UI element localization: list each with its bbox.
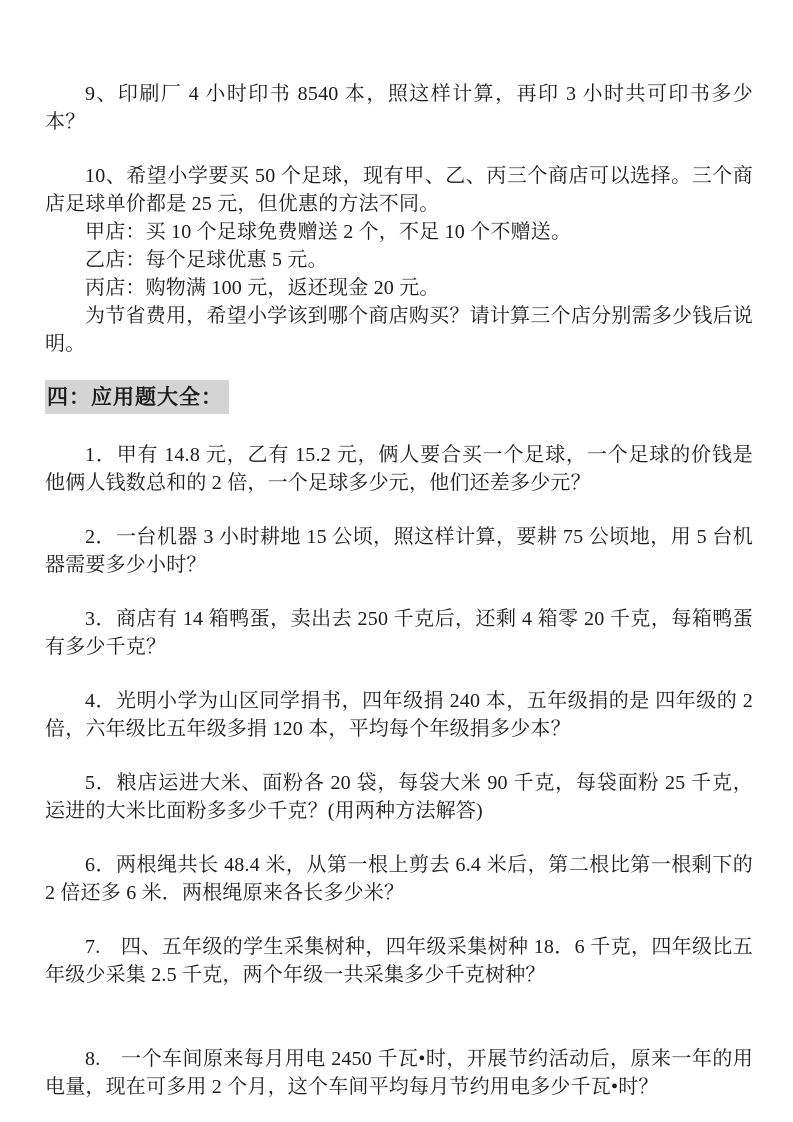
problem-10-question: 为节省费用，希望小学该到哪个商店购买？请计算三个店分别需多少钱后说明。	[45, 305, 753, 355]
applied-problem-8: 8. 一个车间原来每月用电 2450 千瓦•时，开展节约活动后，原来一年的用电量，现在可多用 2 个月，这个车间平均每月节约用电多少千瓦•时？	[45, 1048, 753, 1098]
problem-9-text: 9、印刷厂 4 小时印书 8540 本，照这样计算，再印 3 小时共可印书多少本？	[45, 83, 753, 133]
applied-problem-5: 5．粮店运进大米、面粉各 20 袋，每袋大米 90 千克，每袋面粉 25 千克，运进的大米比面粉多多少千克？(用两种方法解答)	[45, 772, 753, 822]
applied-problem-6: 6．两根绳共长 48.4 米，从第一根上剪去 6.4 米后，第二根比第一根剩下的 2 倍还多 6 米．两根绳原来各长多少米？	[45, 854, 753, 904]
shop-a-offer: 甲店：买 10 个足球免费赠送 2 个，不足 10 个不赠送。	[85, 221, 572, 243]
applied-problem-3: 3．商店有 14 箱鸭蛋，卖出去 250 千克后，还剩 4 箱零 20 千克，每箱鸭蛋有多少千克？	[45, 608, 753, 658]
section-4-header-label: 四：应用题大全：	[45, 380, 229, 414]
applied-problem-2: 2．一台机器 3 小时耕地 15 公顷，照这样计算，要耕 75 公顷地，用 5 台机器需要多少小时？	[45, 526, 753, 576]
shop-b-offer: 乙店：每个足球优惠 5 元。	[85, 249, 328, 271]
applied-problem-1: 1．甲有 14.8 元，乙有 15.2 元，俩人要合买一个足球，一个足球的价钱是他俩人钱数总和的 2 倍，一个足球多少元，他们还差多少元？	[45, 444, 753, 494]
applied-problem-4: 4．光明小学为山区同学捐书，四年级捐 240 本，五年级捐的是 四年级的 2 倍，六年级比五年级多捐 120 本，平均每个年级捐多少本？	[45, 690, 753, 740]
section-4-header	[45, 380, 753, 415]
problem-10-text: 10、希望小学要买 50 个足球，现有甲、乙、丙三个商店可以选择。三个商店足球单价都是 25 元，但优惠的方法不同。	[45, 165, 753, 215]
applied-problem-7: 7. 四、五年级的学生采集树种，四年级采集树种 18．6 千克，四年级比五年级少采集 2.5 千克，两个年级一共采集多少千克树种？	[45, 936, 753, 986]
shop-c-offer: 丙店：购物满 100 元，返还现金 20 元。	[85, 277, 440, 299]
